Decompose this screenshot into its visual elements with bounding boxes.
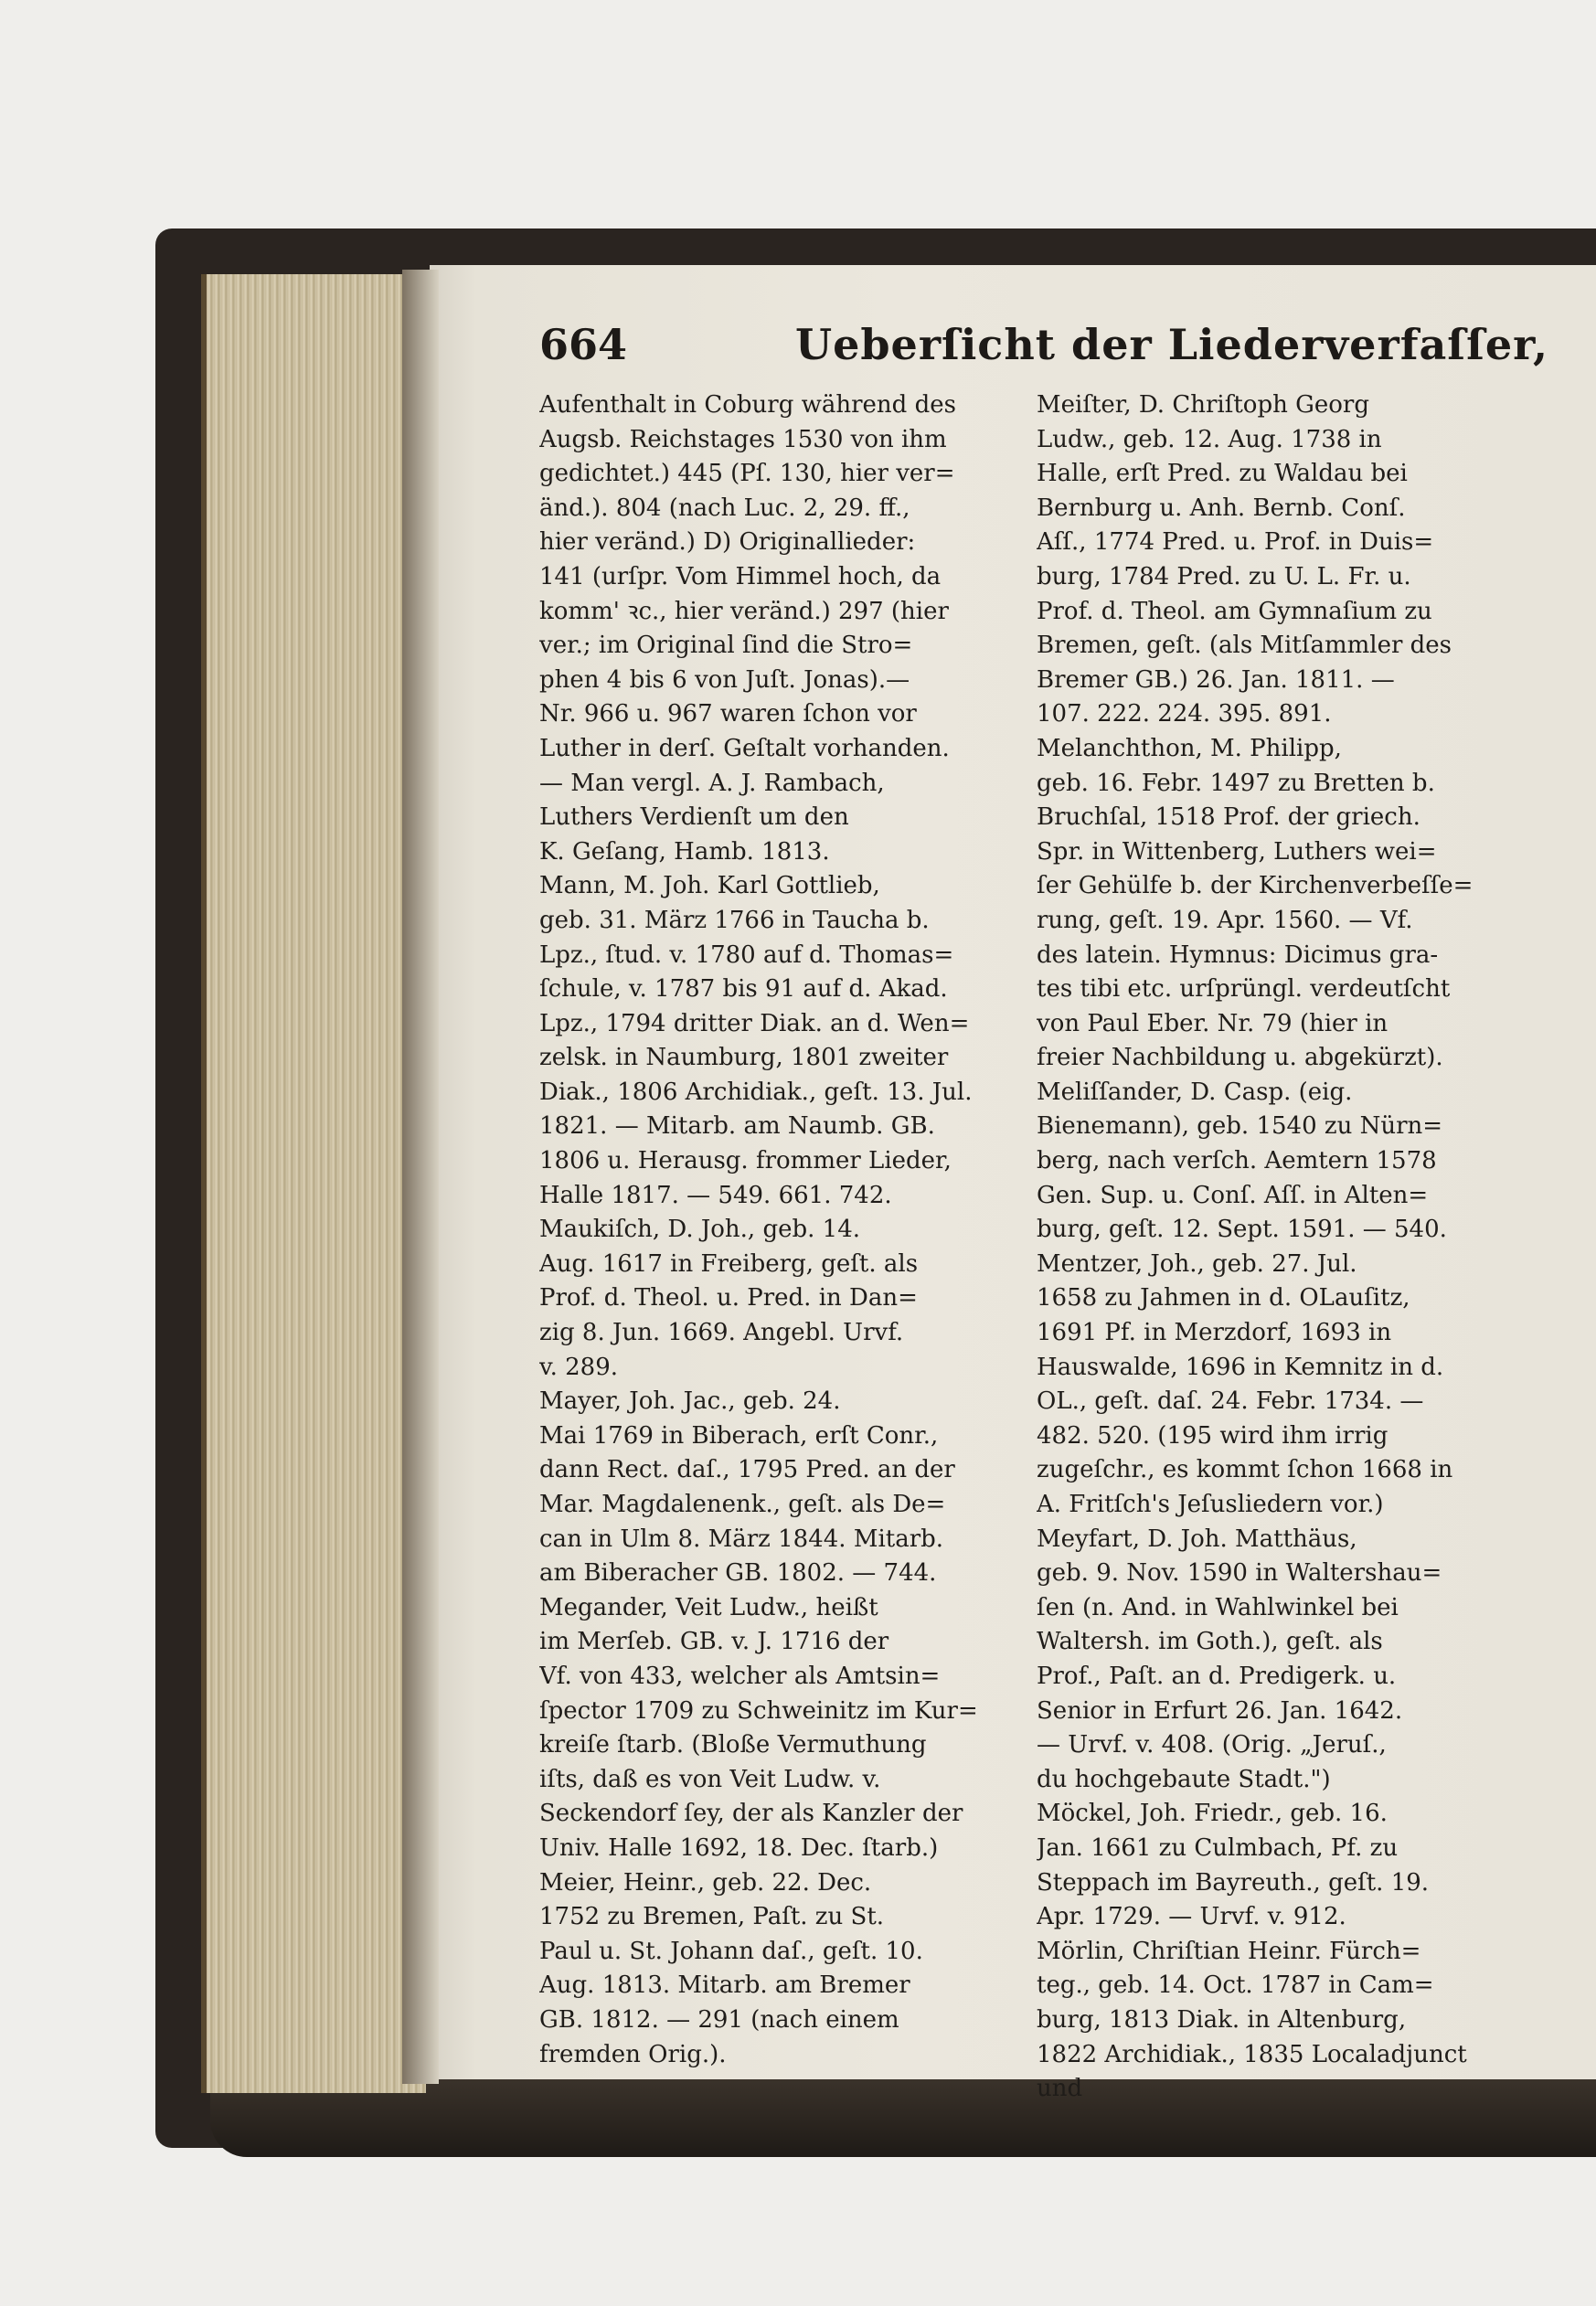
- text-line: ſer Gehülfe b. der Kirchenverbeſſe=: [1037, 872, 1474, 900]
- text-line: Apr. 1729. — Urvf. v. 912.: [1037, 1903, 1346, 1931]
- text-line: ver.; im Original ſind die Stro=: [539, 632, 913, 660]
- text-line: ſchule, v. 1787 bis 91 auf d. Akad.: [539, 975, 948, 1004]
- text-line: 141 (urſpr. Vom Himmel hoch, da: [539, 562, 942, 590]
- text-line: komm' ꝛc., hier veränd.) 297 (hier: [539, 597, 949, 625]
- page-number: 664: [539, 320, 628, 369]
- text-line: fremden Orig.).: [539, 2040, 727, 2068]
- text-line: Diak., 1806 Archidiak., geſt. 13. Jul.: [539, 1078, 973, 1106]
- left-column: [539, 388, 1013, 2072]
- text-line: Lpz., 1794 dritter Diak. an d. Wen=: [539, 1009, 970, 1037]
- text-line: Aug. 1813. Mitarb. am Bremer: [539, 1971, 910, 2000]
- text-line: 1752 zu Bremen, Paſt. zu St.: [539, 1903, 885, 1931]
- text-line: Bernburg u. Anh. Bernb. Conſ.: [1037, 494, 1406, 522]
- text-line: Augsb. Reichstages 1530 von ihm: [539, 425, 947, 453]
- gutter-shade: [402, 270, 439, 2084]
- page-header: [539, 320, 1549, 384]
- text-line: geb. 9. Nov. 1590 in Waltershau=: [1037, 1559, 1442, 1588]
- text-line: Spr. in Wittenberg, Luthers wei=: [1037, 837, 1437, 866]
- text-line: Nr. 966 u. 967 waren ſchon vor: [539, 700, 917, 728]
- text-line: Prof. d. Theol. am Gymnaſium zu: [1037, 597, 1432, 625]
- text-line: 1806 u. Herausg. frommer Lieder,: [539, 1147, 952, 1175]
- text-line: — Man vergl. A. J. Rambach,: [539, 769, 885, 797]
- text-line: Seckendorf ſey, der als Kanzler der: [539, 1800, 963, 1828]
- text-line: Prof., Paſt. an d. Predigerk. u.: [1037, 1662, 1397, 1690]
- text-line: 1691 Pf. in Merzdorf, 1693 in: [1037, 1319, 1392, 1347]
- text-line: und: [1037, 2075, 1083, 2103]
- text-line: Hauswalde, 1696 in Kemnitz in d.: [1037, 1353, 1444, 1381]
- text-line: zig 8. Jun. 1669. Angebl. Urvf.: [539, 1319, 904, 1347]
- text-line: A. Fritſch's Jeſusliedern vor.): [1037, 1491, 1384, 1518]
- text-line: ſen (n. And. in Wahlwinkel bei: [1037, 1593, 1399, 1621]
- right-column: [1037, 388, 1510, 2107]
- text-line: Bremer GB.) 26. Jan. 1811. —: [1037, 665, 1395, 694]
- text-line: Mörlin, Chriſtian Heinr. Fürch=: [1037, 1937, 1421, 1965]
- text-line: des latein. Hymnus: Dicimus gra-: [1037, 940, 1439, 969]
- text-line: gedichtet.) 445 (Pſ. 130, hier ver=: [539, 460, 955, 488]
- text-line: du hochgebaute Stadt."): [1037, 1765, 1331, 1793]
- text-line: berg, nach verſch. Aemtern 1578: [1037, 1147, 1437, 1175]
- text-line: Megander, Veit Ludw., heißt: [539, 1593, 878, 1621]
- text-line: Mar. Magdalenenk., geſt. als De=: [539, 1491, 946, 1518]
- running-title: Ueberſicht der Liederverfaſſer,: [795, 320, 1549, 369]
- text-line: dann Rect. daſ., 1795 Pred. an der: [539, 1456, 955, 1484]
- text-line: Halle, erſt Pred. zu Waldau bei: [1037, 460, 1408, 488]
- text-line: 1822 Archidiak., 1835 Localadjunct: [1037, 2040, 1467, 2068]
- text-line: Meiſter, D. Chriſtoph Georg: [1037, 391, 1369, 419]
- text-line: Bruchſal, 1518 Prof. der griech.: [1037, 803, 1420, 832]
- text-line: Steppach im Bayreuth., geſt. 19.: [1037, 1868, 1430, 1897]
- text-line: kreiſe ſtarb. (Bloße Vermuthung: [539, 1731, 927, 1759]
- text-line: Maukiſch, D. Joh., geb. 14.: [539, 1216, 861, 1244]
- text-line: geb. 16. Febr. 1497 zu Bretten b.: [1037, 769, 1435, 797]
- text-line: Lpz., ſtud. v. 1780 auf d. Thomas=: [539, 940, 954, 969]
- text-line: Waltersh. im Goth.), geſt. als: [1037, 1628, 1383, 1656]
- text-line: Bienemann), geb. 1540 zu Nürn=: [1037, 1112, 1443, 1141]
- text-line: Prof. d. Theol. u. Pred. in Dan=: [539, 1284, 918, 1312]
- text-line: Meier, Heinr., geb. 22. Dec.: [539, 1868, 872, 1897]
- text-line: 107. 222. 224. 395. 891.: [1037, 700, 1332, 728]
- text-line: Mai 1769 in Biberach, erſt Conr.,: [539, 1421, 939, 1450]
- text-line: zelsk. in Naumburg, 1801 zweiter: [539, 1044, 949, 1072]
- text-line: Senior in Erfurt 26. Jan. 1642.: [1037, 1696, 1403, 1725]
- page-edges: [201, 274, 426, 2093]
- text-line: burg, 1784 Pred. zu U. L. Fr. u.: [1037, 562, 1411, 590]
- text-line: geb. 31. März 1766 in Taucha b.: [539, 906, 930, 934]
- text-line: Möckel, Joh. Friedr., geb. 16.: [1037, 1800, 1388, 1828]
- text-line: rung, geſt. 19. Apr. 1560. — Vf.: [1037, 906, 1413, 934]
- text-line: can in Ulm 8. März 1844. Mitarb.: [539, 1525, 944, 1553]
- text-line: Gen. Sup. u. Conſ. Aſſ. in Alten=: [1037, 1181, 1429, 1209]
- text-line: 482. 520. (195 wird ihm irrig: [1037, 1421, 1389, 1450]
- text-line: Meyfart, D. Joh. Matthäus,: [1037, 1525, 1357, 1553]
- text-line: Luthers Verdienſt um den: [539, 803, 849, 832]
- text-line: 1821. — Mitarb. am Naumb. GB.: [539, 1112, 935, 1141]
- text-line: v. 289.: [539, 1353, 619, 1381]
- text-line: Aufenthalt in Coburg während des: [539, 391, 956, 419]
- text-line: änd.). 804 (nach Luc. 2, 29. ff.,: [539, 494, 910, 522]
- text-line: hier veränd.) D) Originallieder:: [539, 528, 916, 557]
- text-line: Luther in derſ. Geſtalt vorhanden.: [539, 734, 950, 762]
- text-line: — Urvf. v. 408. (Orig. „Jeruſ.,: [1037, 1731, 1387, 1759]
- text-line: teg., geb. 14. Oct. 1787 in Cam=: [1037, 1971, 1434, 2000]
- text-line: GB. 1812. — 291 (nach einem: [539, 2005, 899, 2034]
- text-line: Vf. von 433, welcher als Amtsin=: [539, 1662, 941, 1690]
- text-line: Paul u. St. Johann daſ., geſt. 10.: [539, 1937, 923, 1965]
- text-line: Halle 1817. — 549. 661. 742.: [539, 1181, 892, 1209]
- text-line: phen 4 bis 6 von Juſt. Jonas).—: [539, 665, 910, 694]
- text-line: iſts, daß es von Veit Ludw. v.: [539, 1765, 881, 1793]
- text-line: ſpector 1709 zu Schweinitz im Kur=: [539, 1696, 978, 1725]
- text-line: burg, geſt. 12. Sept. 1591. — 540.: [1037, 1216, 1447, 1244]
- text-line: Mann, M. Joh. Karl Gottlieb,: [539, 872, 880, 900]
- text-line: von Paul Eber. Nr. 79 (hier in: [1037, 1009, 1389, 1037]
- text-line: K. Geſang, Hamb. 1813.: [539, 837, 830, 866]
- text-line: 1658 zu Jahmen in d. OLauſitz,: [1037, 1284, 1410, 1312]
- text-line: Mayer, Joh. Jac., geb. 24.: [539, 1387, 841, 1416]
- text-line: freier Nachbildung u. abgekürzt).: [1037, 1044, 1443, 1072]
- text-line: im Merſeb. GB. v. J. 1716 der: [539, 1628, 889, 1656]
- text-line: Ludw., geb. 12. Aug. 1738 in: [1037, 425, 1382, 453]
- text-line: Aug. 1617 in Freiberg, geſt. als: [539, 1249, 919, 1278]
- text-line: Jan. 1661 zu Culmbach, Pf. zu: [1037, 1833, 1399, 1862]
- text-line: Bremen, geſt. (als Mitſammler des: [1037, 632, 1452, 660]
- text-line: Univ. Halle 1692, 18. Dec. ſtarb.): [539, 1833, 939, 1862]
- text-line: am Biberacher GB. 1802. — 744.: [539, 1559, 937, 1588]
- text-line: burg, 1813 Diak. in Altenburg,: [1037, 2005, 1407, 2034]
- text-line: Aſſ., 1774 Pred. u. Prof. in Duis=: [1037, 528, 1434, 557]
- text-line: OL., geſt. daſ. 24. Febr. 1734. —: [1037, 1387, 1424, 1416]
- text-line: Mentzer, Joh., geb. 27. Jul.: [1037, 1249, 1357, 1278]
- text-line: tes tibi etc. urſprüngl. verdeutſcht: [1037, 975, 1451, 1004]
- text-line: Meliſſander, D. Casp. (eig.: [1037, 1078, 1353, 1106]
- text-line: Melanchthon, M. Philipp,: [1037, 734, 1342, 762]
- text-line: zugeſchr., es kommt ſchon 1668 in: [1037, 1456, 1453, 1484]
